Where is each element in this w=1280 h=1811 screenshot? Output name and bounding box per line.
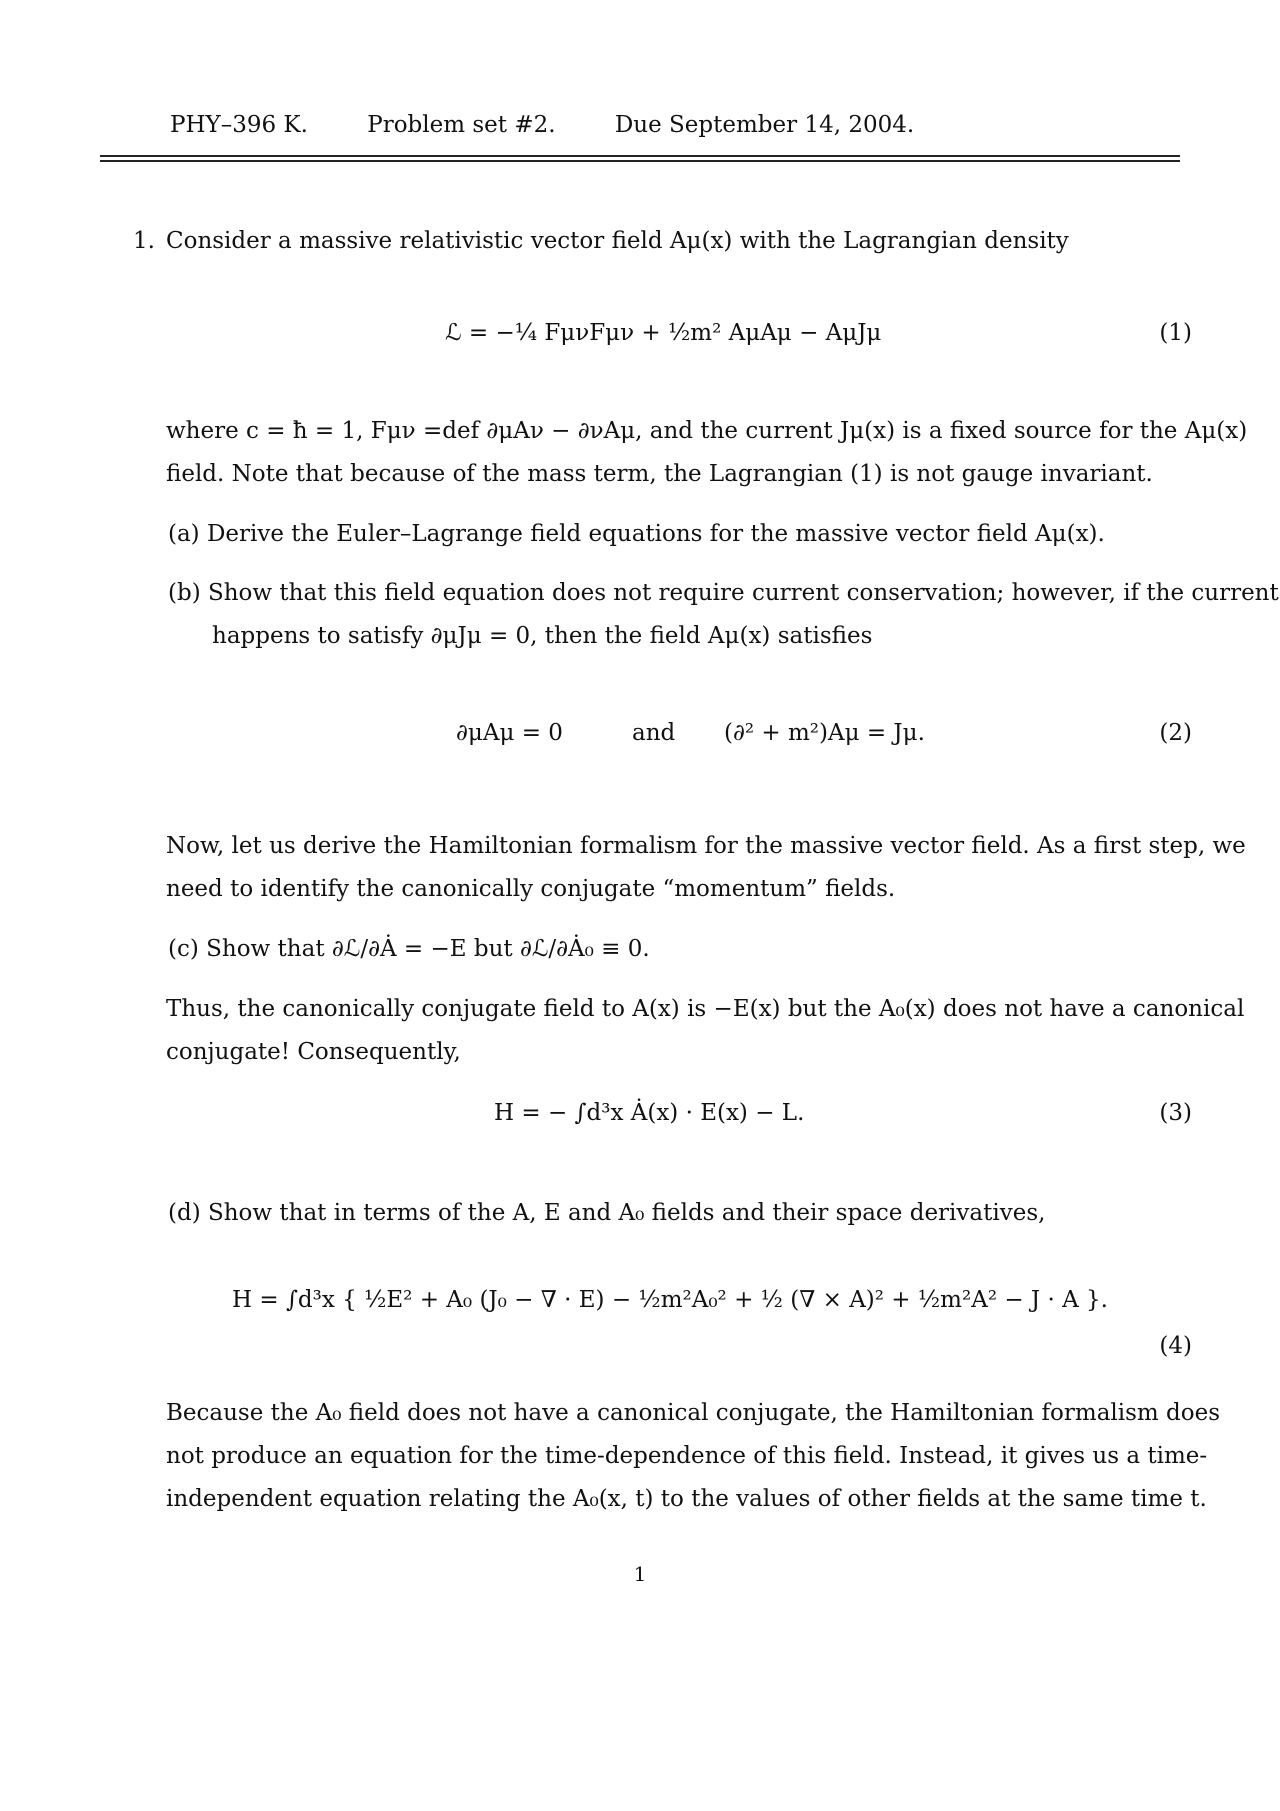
header-rule-bottom: [100, 160, 1180, 162]
hamiltonian-intro-line2: need to identify the canonically conjugate “momentum” fields.: [166, 876, 896, 902]
equation-3-number: (3): [1159, 1100, 1192, 1126]
after-eq1-line2: field. Note that because of the mass term, the Lagrangian (1) is not gauge invariant.: [166, 461, 1153, 487]
equation-2-right: (∂² + m²)Aμ = Jμ.: [724, 720, 925, 746]
header-rule-top: [100, 155, 1180, 157]
after-eq1-line1: where c = ħ = 1, Fμν =def ∂μAν − ∂νAμ, and the current Jμ(x) is a fixed source for the Aμ(x): [166, 418, 1248, 444]
closing-line2: not produce an equation for the time-dependence of this field. Instead, it gives us a time-: [166, 1443, 1208, 1469]
part-b-line2: happens to satisfy ∂μJμ = 0, then the field Aμ(x) satisfies: [212, 623, 873, 649]
equation-1: ℒ = −¼ FμνFμν + ½m² AμAμ − AμJμ: [445, 320, 882, 346]
problem-intro: Consider a massive relativistic vector field Aμ(x) with the Lagrangian density: [166, 228, 1069, 254]
closing-line3: independent equation relating the A₀(x, t) to the values of other fields at the same time t.: [166, 1486, 1207, 1512]
equation-4-number: (4): [1159, 1333, 1192, 1359]
equation-1-number: (1): [1159, 320, 1192, 346]
part-c: (c) Show that ∂ℒ/∂Ȧ = −E but ∂ℒ/∂Ȧ₀ ≡ 0.: [168, 936, 650, 962]
problem-set-label: Problem set #2.: [367, 112, 556, 138]
due-date: Due September 14, 2004.: [614, 112, 915, 138]
equation-2-and: and: [632, 720, 676, 746]
equation-2-left: ∂μAμ = 0: [456, 720, 563, 746]
equation-3: H = − ∫d³x Ȧ(x) · E(x) − L.: [494, 1100, 805, 1126]
part-d: (d) Show that in terms of the A, E and A₀ fields and their space derivatives,: [168, 1200, 1046, 1226]
thus-line2: conjugate! Consequently,: [166, 1039, 461, 1065]
hamiltonian-intro-line1: Now, let us derive the Hamiltonian formalism for the massive vector field. As a first step, we: [166, 833, 1246, 859]
course-code: PHY–396 K.: [170, 112, 308, 138]
problem-number: 1.: [133, 228, 155, 254]
part-b-line1: (b) Show that this field equation does not require current conservation; however, if the current: [168, 580, 1279, 606]
page-number: 1: [633, 1562, 647, 1586]
part-a: (a) Derive the Euler–Lagrange field equations for the massive vector field Aμ(x).: [168, 521, 1105, 547]
equation-4: H = ∫d³x { ½E² + A₀ (J₀ − ∇ · E) − ½m²A₀² + ½ (∇ × A)² + ½m²A² − J · A }.: [232, 1287, 1108, 1313]
page-header: [170, 112, 966, 138]
equation-2-number: (2): [1159, 720, 1192, 746]
closing-line1: Because the A₀ field does not have a canonical conjugate, the Hamiltonian formalism does: [166, 1400, 1221, 1426]
thus-line1: Thus, the canonically conjugate field to A(x) is −E(x) but the A₀(x) does not have a canonical: [166, 996, 1245, 1022]
